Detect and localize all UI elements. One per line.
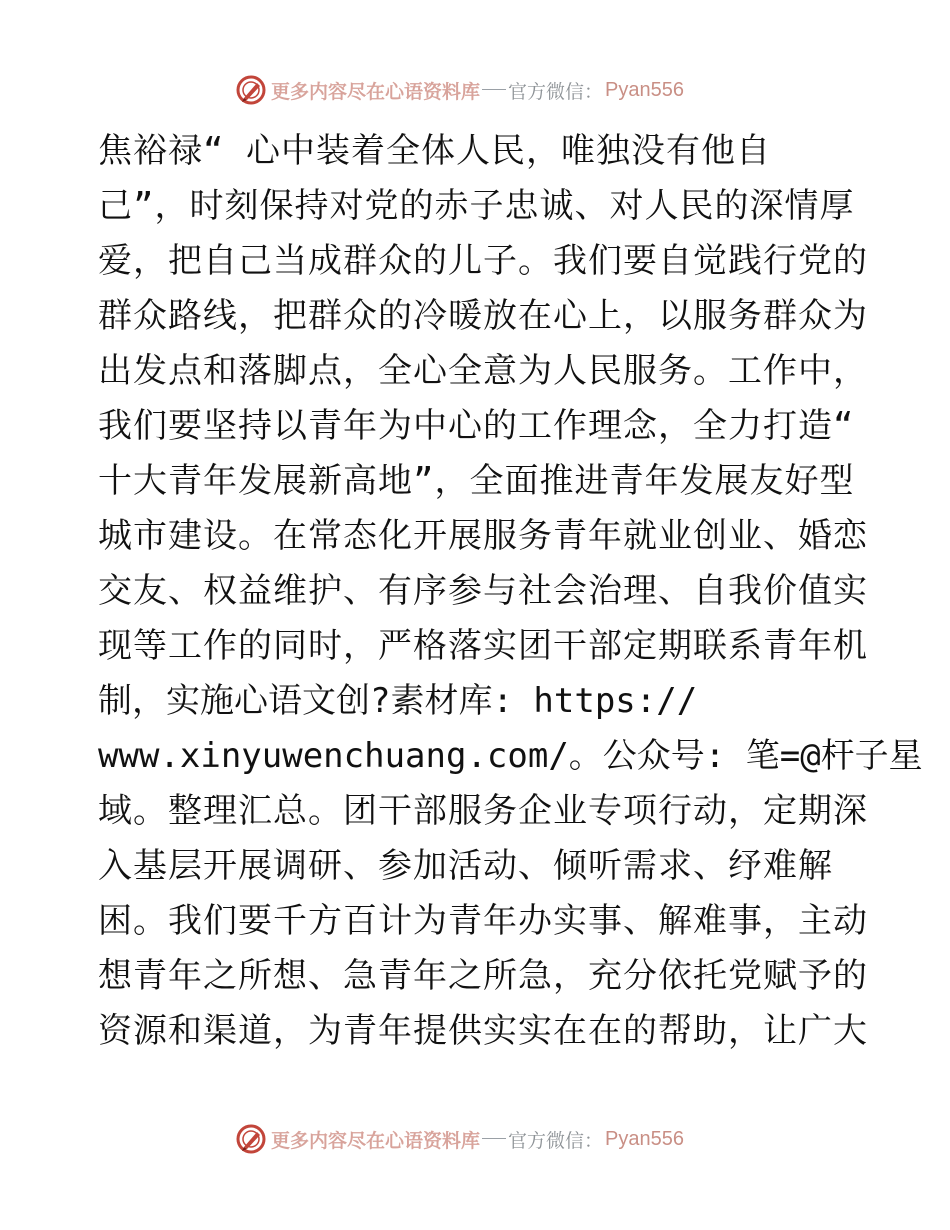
text-line: 群众路线，把群众的冷暖放在心上，以服务群众为 xyxy=(98,296,868,336)
text-line: 爱，把自己当成群众的儿子。我们要自觉践行党的 xyxy=(98,241,868,281)
text-line: 想青年之所想、急青年之所急，充分依托党赋予的 xyxy=(98,956,868,996)
footer-slogan: 更多内容尽在心语资料库 xyxy=(271,1129,481,1152)
footer-dash-divider xyxy=(482,1138,506,1139)
text-line: 城市建设。在常态化开展服务青年就业创业、婚恋 xyxy=(98,516,868,556)
header-slogan: 更多内容尽在心语资料库 xyxy=(271,80,481,103)
header-wechat-id: Pyan556 xyxy=(605,78,684,101)
text-line: 焦裕禄“ 心中装着全体人民，唯独没有他自 xyxy=(98,131,771,171)
text-line: 我们要坚持以青年为中心的工作理念，全力打造“ xyxy=(98,406,855,446)
text-line: 困。我们要千方百计为青年办实事、解难事，主动 xyxy=(98,901,868,941)
header-dash-divider xyxy=(482,89,506,90)
text-line: 出发点和落脚点，全心全意为人民服务。工作中， xyxy=(98,351,868,391)
header-watermark-banner xyxy=(235,72,715,108)
header-official-label: 官方微信： xyxy=(508,80,604,103)
footer-watermark-banner xyxy=(235,1121,715,1157)
text-line: 入基层开展调研、参加活动、倾听需求、纾难解 xyxy=(98,846,833,886)
pen-logo-icon xyxy=(235,1123,267,1155)
text-line: 十大青年发展新高地”，全面推进青年发展友好型 xyxy=(98,461,855,501)
text-line: 制，实施心语文创?素材库: https:// xyxy=(98,681,698,721)
article-body xyxy=(98,124,923,1059)
text-line: 交友、权益维护、有序参与社会治理、自我价值实 xyxy=(98,571,868,611)
text-line: www.xinyuwenchuang.com/。公众号: 笔=@杆子星 xyxy=(98,736,923,776)
pen-logo-icon xyxy=(235,74,267,106)
text-line: 己”，时刻保持对党的赤子忠诚、对人民的深情厚 xyxy=(98,186,855,226)
text-line: 域。整理汇总。团干部服务企业专项行动，定期深 xyxy=(98,791,868,831)
footer-official-label: 官方微信： xyxy=(508,1129,604,1152)
text-line: 资源和渠道，为青年提供实实在在的帮助，让广大 xyxy=(98,1011,868,1051)
footer-wechat-id: Pyan556 xyxy=(605,1127,684,1150)
text-line: 现等工作的同时，严格落实团干部定期联系青年机 xyxy=(98,626,868,666)
